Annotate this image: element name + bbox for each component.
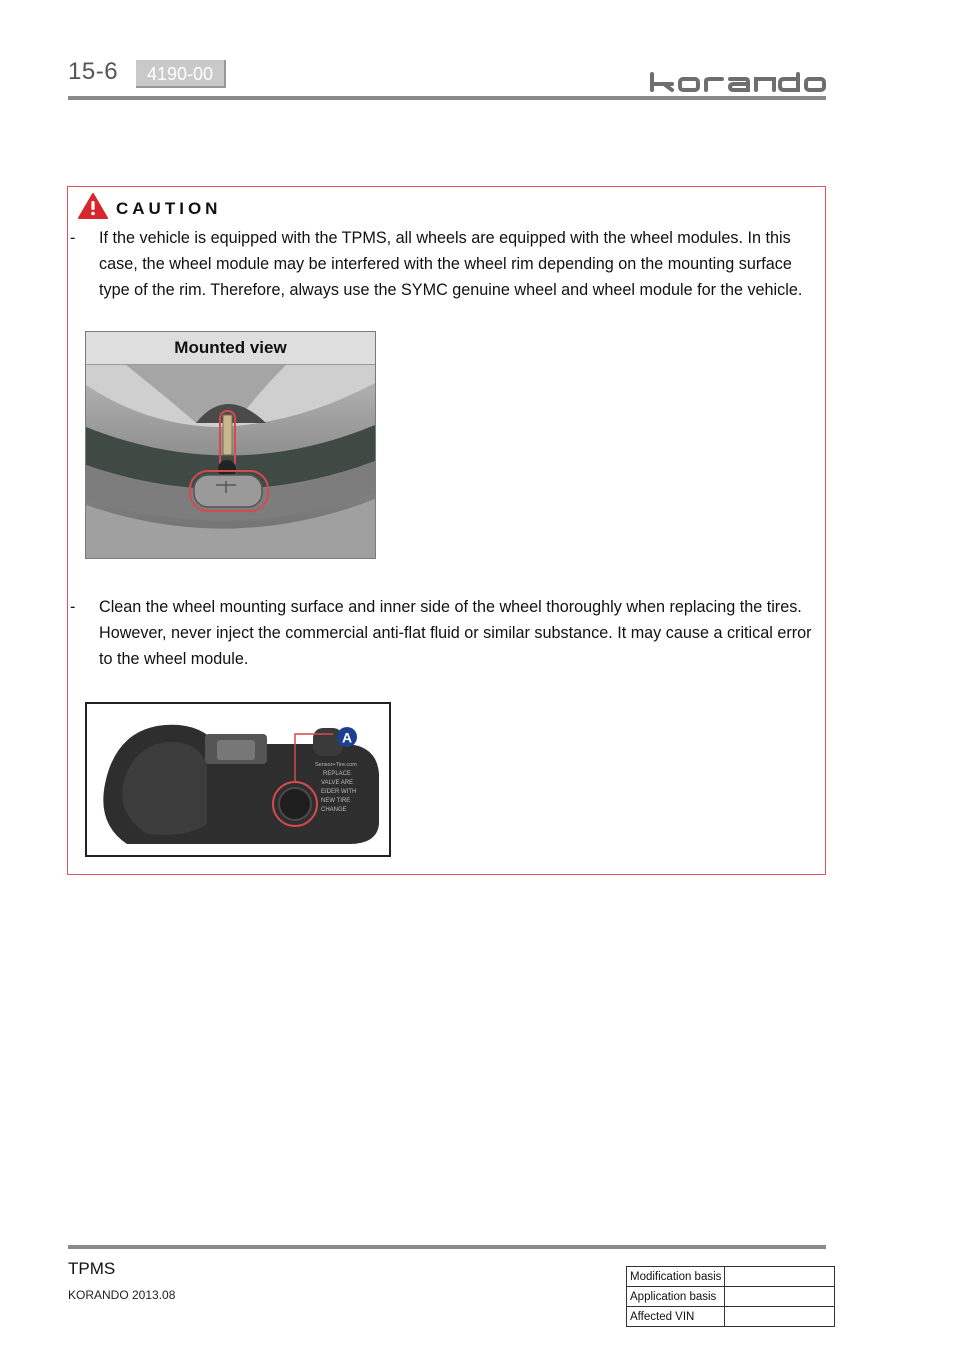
wheel-rim-photo [86,365,375,559]
warning-triangle-icon [78,193,108,219]
footer-rule [68,1245,826,1249]
module-label-line: REPLACE [323,771,352,777]
caution-item [70,594,820,672]
table-value [725,1307,835,1327]
table-row [627,1307,835,1327]
module-label-line: Sensor+Tire.com [315,762,357,768]
page-number: 15-6 [68,58,119,85]
footer-model: KORANDO 2013.08 [68,1288,176,1302]
table-label: Affected VIN [627,1307,725,1327]
table-label: Application basis [627,1287,725,1307]
module-label-line: EIDER WITH [321,789,357,795]
wheel-module-figure [85,702,391,857]
table-value [725,1287,835,1307]
header-rule [68,96,826,100]
table-value [725,1267,835,1287]
table-label: Modification basis [627,1267,725,1287]
caution-item-text: If the vehicle is equipped with the TPMS, all wheels are equipped with the wheel modules. In this case, the wheel module may be interfered with the wheel rim depending on the mounting surface type of the rim. Therefore, always use the SYMC genuine wheel and wheel module for the vehicle. [99,229,803,299]
section-code-tag: 4190-00 [136,60,226,88]
table-row [627,1287,835,1307]
bullet-dash: - [70,229,76,247]
module-label-line: CHANGE [321,807,347,813]
module-label-line: VALVE ARE [321,780,354,786]
wheel-module-photo [87,704,389,855]
mounted-view-figure [85,331,376,559]
revision-table [626,1266,835,1327]
footer-title: TPMS [68,1259,116,1278]
callout-a: A [341,729,353,746]
bullet-dash: - [70,598,76,616]
module-label-line: NEW TIRE [321,798,351,804]
caution-item [70,225,820,303]
caution-item-text: Clean the wheel mounting surface and inner side of the wheel thoroughly when replacing the tires. However, never inject the commercial anti-flat fluid or similar substance. It may cause a critical error to the wheel module. [99,598,812,668]
caution-title: CAUTION [116,199,222,218]
table-row [627,1267,835,1287]
korando-logo [650,70,826,94]
figure-header: Mounted view [86,332,375,365]
